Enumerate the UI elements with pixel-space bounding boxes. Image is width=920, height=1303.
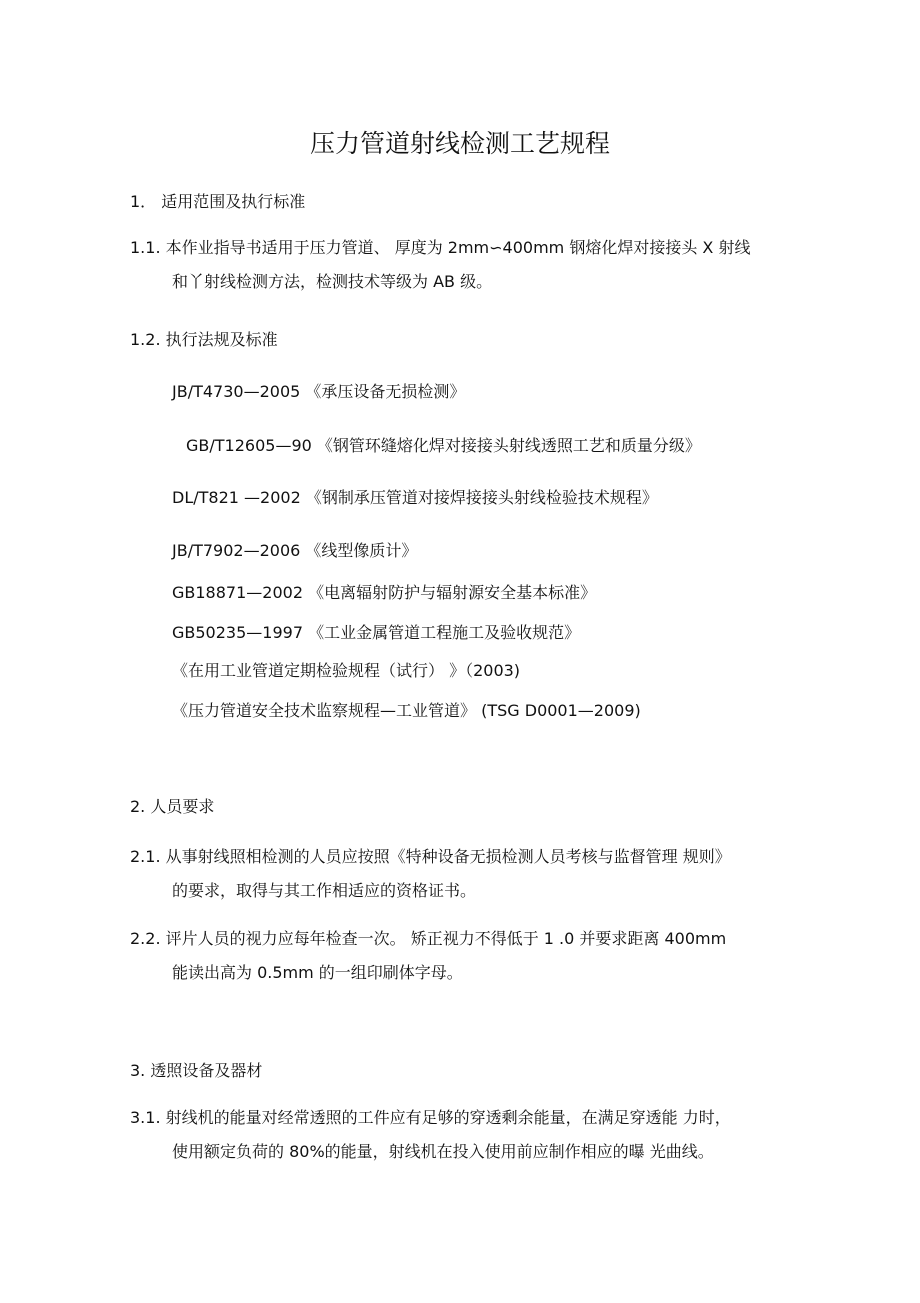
paragraph-2-1-cont: 的要求，取得与其工作相适应的资格证书。 <box>172 881 477 900</box>
paragraph-3-1: 3.1. 射线机的能量对经常透照的工件应有足够的穿透剩余能量，在满足穿透能 力时， <box>130 1108 731 1127</box>
standard-item: DL/T821 —2002 《钢制承压管道对接焊接接头射线检验技术规程》 <box>172 488 658 507</box>
paragraph-2-2-cont: 能读出高为 0.5mm 的一组印刷体字母。 <box>172 963 463 982</box>
paragraph-1-1-cont: 和丫射线检测方法，检测技术等级为 AB 级。 <box>172 272 493 291</box>
section-heading-1: 1． 适用范围及执行标准 <box>130 192 306 211</box>
standard-item: 《在用工业管道定期检验规程（试行） 》（2003) <box>172 661 521 680</box>
standard-item: GB/T12605—90 《钢管环缝熔化焊对接接头射线透照工艺和质量分级》 <box>186 436 701 455</box>
paragraph-1-1: 1.1. 本作业指导书适用于压力管道、 厚度为 2mm∽400mm 钢熔化焊对接接头 X 射线 <box>130 238 751 257</box>
document-title: 压力管道射线检测工艺规程 <box>309 129 610 158</box>
standard-item: GB50235—1997 《工业金属管道工程施工及验收规范》 <box>172 623 581 642</box>
standard-item: 《压力管道安全技术监察规程—工业管道》 (TSG D0001—2009) <box>172 701 641 720</box>
paragraph-2-2: 2.2. 评片人员的视力应每年检查一次。 矫正视力不得低于 1 .0 并要求距离 400mm <box>130 929 727 948</box>
standard-item: JB/T4730—2005 《承压设备无损检测》 <box>172 382 466 401</box>
paragraph-2-1: 2.1. 从事射线照相检测的人员应按照《特种设备无损检测人员考核与监督管理 规则》 <box>130 847 731 866</box>
section-heading-1-2: 1.2. 执行法规及标准 <box>130 330 278 349</box>
section-heading-2: 2. 人员要求 <box>130 797 215 816</box>
section-heading-3: 3. 透照设备及器材 <box>130 1061 263 1080</box>
standard-item: GB18871—2002 《电离辐射防护与辐射源安全基本标准》 <box>172 583 597 602</box>
standard-item: JB/T7902—2006 《线型像质计》 <box>172 541 418 560</box>
paragraph-3-1-cont: 使用额定负荷的 80%的能量，射线机在投入使用前应制作相应的曝 光曲线。 <box>172 1142 714 1161</box>
